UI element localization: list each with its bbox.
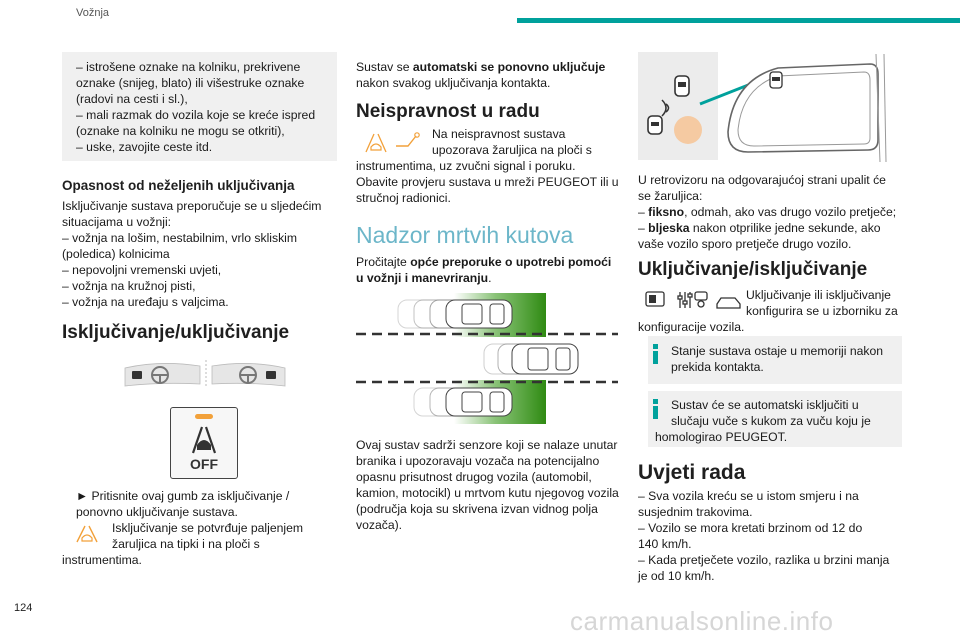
box-line: – mali razmak do vozila koje se kreće ispred [76, 108, 316, 122]
activation-heading: Uključivanje/isključivanje [638, 259, 868, 280]
para-line: branika i upozoravaju vozača na potencijalno [356, 454, 600, 468]
para-line: – vožnja na kružnoj pisti, [62, 279, 196, 293]
accent-bar [517, 18, 960, 23]
confirm-text [62, 520, 342, 568]
box-line: (radovi na cesti i sl.), [76, 92, 188, 106]
info-icon [653, 344, 658, 364]
text-span: nakon otprilike jedne sekunde, ako [689, 221, 881, 235]
blind-spot-illustration [356, 290, 618, 430]
para-line [356, 254, 631, 270]
text-span: Pročitajte [356, 255, 411, 269]
unwanted-heading: Opasnost od neželjenih uključivanja [62, 178, 295, 193]
config-text [638, 287, 913, 335]
para-line: 140 km/h. [638, 537, 692, 551]
para-line: – fiksno, odmah, ako vas drugo vozilo pretječe; [638, 205, 897, 219]
para-line: nakon svakog uključivanja kontakta. [356, 76, 551, 90]
para-line: ponovno uključivanje sustava. [76, 505, 238, 519]
para-line: Na neispravnost sustava [432, 127, 566, 141]
para-line: prekida kontakta. [671, 360, 764, 374]
para-line: Sustav će se automatski isključiti u [671, 398, 859, 412]
bold-span: bljeska [648, 221, 690, 235]
fault-text [356, 126, 631, 206]
para-line: situacijama u vožnji: [62, 215, 172, 229]
para-line: (poledica) kolnicima [62, 247, 170, 261]
unwanted-text [62, 198, 337, 310]
para-line: Obavite provjeru sustava u mreži PEUGEOT ili u [356, 175, 619, 189]
mirror-illustration [638, 52, 888, 164]
para-line [356, 59, 626, 75]
mirror-warning-icon [638, 52, 888, 164]
para-line: – vožnja na lošim, nestabilnim, vrlo skliskim [62, 231, 298, 245]
para-line: Stanje sustava ostaje u memoriji nakon [671, 344, 884, 358]
para-line: U retrovizoru na odgovarajućoj strani upalit će [638, 173, 886, 187]
info-box-memory [648, 336, 902, 384]
fault-heading: Neispravnost u radu [356, 101, 540, 122]
page-number: 124 [14, 602, 33, 614]
para-line: kamion, motocikl) u mrtvom kutu njegovog vozila [356, 486, 619, 500]
para-line: – bljeska nakon otprilike jedne sekunde, ako [638, 221, 881, 235]
para-line: Isključivanje sustava preporučuje se u sljedećim [62, 199, 322, 213]
box-line: oznake (snijeg, blato) ili višestruke oznake [76, 76, 305, 90]
text-span: , odmah, ako vas drugo vozilo pretječe; [684, 205, 897, 219]
mirror-text [638, 172, 913, 252]
box-line: – uske, zavojite ceste itd. [76, 140, 213, 154]
blind-spot-heading: Nadzor mrtvih kutova [356, 222, 574, 248]
read-recommendations [356, 254, 631, 286]
para-line: Isključivanje se potvrđuje paljenjem [112, 521, 304, 535]
para-line: – Sva vozila kreću se u istom smjeru i na [638, 489, 859, 503]
steering-switch-icon [120, 356, 290, 392]
para-line: stručnoj radionici. [356, 191, 451, 205]
bold-span: fiksno [648, 205, 685, 219]
para-line: Uključivanje ili isključivanje [746, 288, 891, 302]
para-line: homologirao PEUGEOT. [655, 430, 788, 444]
indicator-led [195, 414, 213, 419]
box-line: (oznake na kolniku ne mogu se otkriti), [76, 124, 285, 138]
section-title: Vožnja [76, 7, 110, 19]
off-label: OFF [190, 456, 218, 472]
conditions-heading: Uvjeti rada [638, 461, 746, 484]
lane-assist-off-button[interactable] [170, 407, 238, 479]
para-line: opasnu prisutnost drugog vozila (automobil, [356, 470, 592, 484]
onoff-heading: Isključivanje/uključivanje [62, 322, 290, 343]
blind-spot-description [356, 437, 631, 533]
para-line: ► Pritisnite ovaj gumb za isključivanje / [76, 489, 290, 503]
para-line: – Vozilo se mora kretati brzinom od 12 do [638, 521, 863, 535]
text-span: Sustav se [356, 60, 413, 74]
para-line: slučaju vuče s kukom za vuču koju je [671, 414, 871, 428]
info-box-towing [648, 391, 902, 447]
para-line: žaruljica na tipki i na ploči s [112, 537, 260, 551]
para-line: – nepovoljni vremenski uvjeti, [62, 263, 222, 277]
para-line: – Kada pretječete vozilo, razlika u brzini manja [638, 553, 890, 567]
para-line [356, 270, 631, 286]
para-line: – vožnja na uređaju s valjcima. [62, 295, 229, 309]
para-line: instrumentima, uz zvučni signal i poruku. [356, 159, 576, 173]
para-line: upozorava žaruljica na ploči s [432, 143, 592, 157]
lane-departure-icon [187, 423, 221, 455]
box-line: – istrošene oznake na kolniku, prekrivene [76, 60, 301, 74]
para-line: konfigurira se u izborniku za [746, 304, 898, 318]
para-line: instrumentima. [62, 553, 142, 567]
para-line: susjednim trakovima. [638, 505, 753, 519]
press-instruction [76, 488, 341, 520]
bold-span: u vožnji i manevriranju [356, 271, 489, 285]
para-line: se žaruljica: [638, 189, 703, 203]
para-line: je od 10 km/h. [638, 569, 715, 583]
para-line: vozača). [356, 518, 403, 532]
bold-span: automatski se ponovno uključuje [412, 60, 606, 74]
watermark: carmanualsonline.info [570, 606, 834, 636]
para-line: vaše vozilo sporo pretječe drugo vozilo. [638, 237, 852, 251]
para-line: konfiguracije vozila. [638, 320, 745, 334]
text-span: . [488, 271, 492, 285]
bold-span: opće preporuke o upotrebi pomoći [410, 255, 612, 269]
para-line: Ovaj sustav sadrži senzore koji se nalaze unutar [356, 438, 618, 452]
conditions-box-text [76, 59, 336, 155]
auto-reactivate-text [356, 59, 626, 91]
conditions-text [638, 488, 913, 584]
para-line: (područja koja su skrivena izvan vidnog polja [356, 502, 598, 516]
